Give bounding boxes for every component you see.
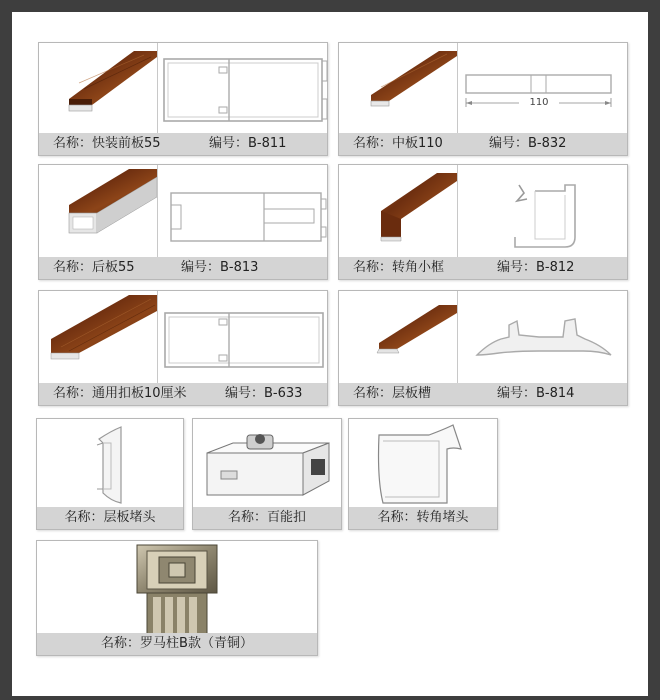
image-divider — [457, 165, 458, 259]
product-name: 名称：转角堵头 — [377, 510, 469, 525]
product-name: 名称：中板110 — [353, 136, 443, 151]
product-card-corner-frame[interactable] — [338, 164, 628, 280]
product-card-shelf-groove[interactable] — [338, 290, 628, 406]
product-caption — [339, 257, 627, 279]
image-divider — [157, 43, 158, 135]
product-image-shelf-groove — [339, 291, 627, 385]
product-image-shelf-end-cap — [37, 419, 183, 509]
product-image-middle-panel-110 — [339, 43, 627, 135]
product-name: 名称：后板55 — [53, 260, 135, 275]
page-frame-left — [0, 0, 12, 700]
product-name: 名称：罗马柱B款（青铜） — [101, 636, 253, 651]
image-divider — [457, 43, 458, 135]
product-card-universal-panel-10cm[interactable] — [38, 290, 328, 406]
page-frame-top — [0, 0, 660, 12]
product-card-shelf-end-cap[interactable] — [36, 418, 184, 530]
product-caption — [39, 383, 327, 405]
image-divider — [457, 291, 458, 385]
dimension-label: 110 — [519, 97, 559, 108]
product-name: 名称：转角小框 — [353, 260, 445, 275]
product-card-roman-column-b-bronze[interactable] — [36, 540, 318, 656]
product-image-back-panel-55 — [39, 165, 327, 259]
product-caption — [39, 257, 327, 279]
product-name: 名称：层板槽 — [353, 386, 432, 401]
product-caption — [37, 507, 183, 529]
product-code: 编号：B-811 — [209, 136, 287, 151]
product-card-back-panel-55[interactable] — [38, 164, 328, 280]
product-code: 编号：B-832 — [489, 136, 567, 151]
product-code: 编号：B-812 — [497, 260, 575, 275]
product-image-corner-end-cap — [349, 419, 497, 509]
product-image-roman-column-b-bronze — [37, 541, 317, 635]
page-frame-right — [648, 0, 660, 700]
product-code: 编号：B-813 — [181, 260, 259, 275]
product-card-front-panel-55[interactable] — [38, 42, 328, 156]
product-name: 名称：层板堵头 — [64, 510, 156, 525]
product-image-corner-frame — [339, 165, 627, 259]
product-caption — [193, 507, 341, 529]
page-frame-bottom — [0, 696, 660, 700]
product-name: 名称：百能扣 — [227, 510, 306, 525]
product-card-corner-end-cap[interactable] — [348, 418, 498, 530]
product-image-front-panel-55 — [39, 43, 327, 135]
product-code: 编号：B-814 — [497, 386, 575, 401]
image-divider — [157, 291, 158, 385]
product-caption — [39, 133, 327, 155]
product-caption — [339, 133, 627, 155]
product-caption — [339, 383, 627, 405]
product-name: 名称：通用扣板10厘米 — [53, 386, 187, 401]
product-image-universal-panel-10cm — [39, 291, 327, 385]
product-name: 名称：快装前板55 — [53, 136, 161, 151]
product-caption — [37, 633, 317, 655]
image-divider — [157, 165, 158, 259]
product-caption — [349, 507, 497, 529]
product-card-middle-panel-110[interactable] — [338, 42, 628, 156]
product-card-universal-clip[interactable] — [192, 418, 342, 530]
product-code: 编号：B-633 — [225, 386, 303, 401]
product-image-universal-clip — [193, 419, 341, 509]
